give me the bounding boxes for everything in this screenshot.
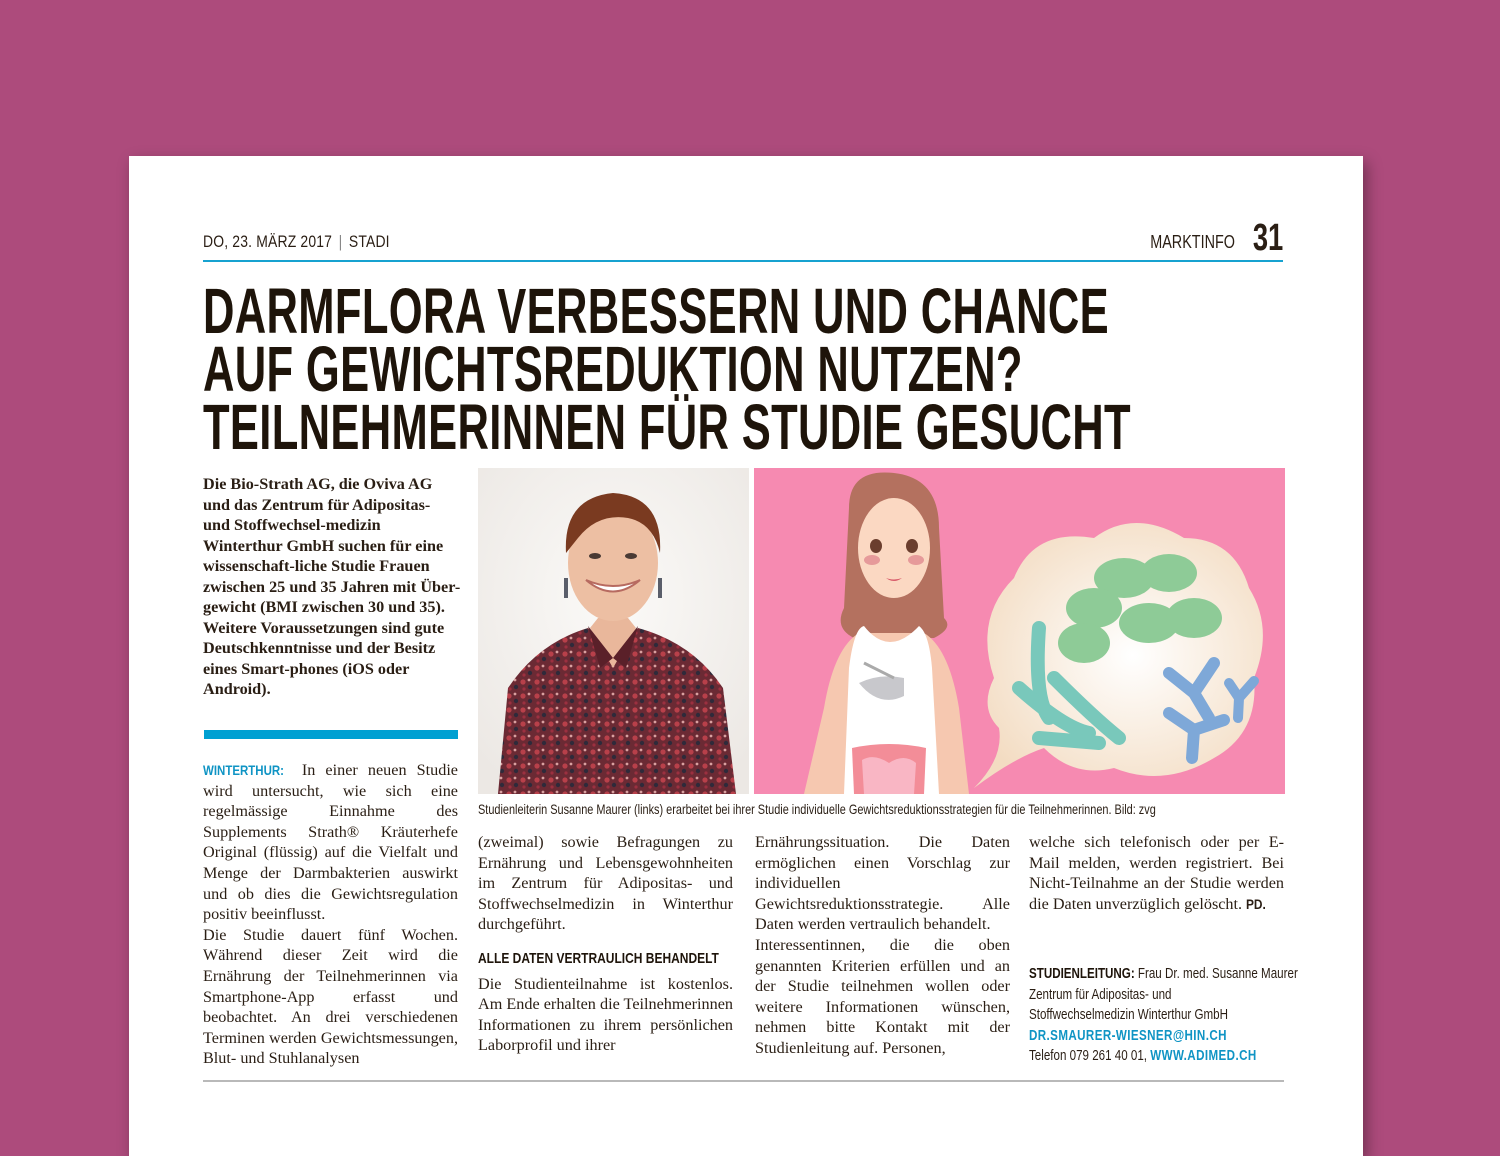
headline-line-2: AUF GEWICHTSREDUKTION NUTZEN? bbox=[203, 333, 1023, 405]
page-header bbox=[203, 218, 1283, 262]
paragraph: Die Studienteilnahme ist kostenlos. Am Ende erhalten die Teilnehmerinnen Informationen zu ihrem persönlichen Laborprofil und ihrer bbox=[478, 974, 733, 1055]
article-column-4 bbox=[1029, 832, 1284, 914]
headline-line-3: TEILNEHMERINNEN FÜR STUDIE GESUCHT bbox=[203, 391, 1131, 463]
portrait-image bbox=[478, 468, 749, 794]
contact-phone-line bbox=[1029, 1046, 1285, 1067]
contact-org-line-2: Stoffwechselmedizin Winterthur GmbH bbox=[1029, 1007, 1228, 1023]
article-column-3 bbox=[755, 832, 1010, 1059]
paragraph bbox=[1029, 832, 1284, 914]
contact-phone: Telefon 079 261 40 01, bbox=[1029, 1048, 1151, 1064]
newspaper-page bbox=[129, 156, 1363, 1156]
issue-date: DO, 23. MÄRZ 2017 bbox=[203, 232, 333, 251]
contact-line-lead bbox=[1029, 964, 1298, 985]
subheading: ALLE DATEN VERTRAULICH BEHANDELT bbox=[478, 949, 719, 967]
contact-email-link[interactable]: DR.SMAURER-WIESNER@HIN.CH bbox=[1029, 1027, 1227, 1044]
page-number: 31 bbox=[1252, 217, 1283, 259]
dateline-kicker: WINTERTHUR: bbox=[203, 762, 284, 778]
header-dateline bbox=[203, 232, 390, 252]
article-column-1 bbox=[203, 760, 458, 1069]
paragraph: Die Studie dauert fünf Wochen. Während dieser Zeit wird die Ernährung der Teilnehmerinnen via Smartphone-App erfasst und beobachtet. An drei verschiedenen Terminen werden Gewichtsmessungen, Blut- und Stuhlanalysen bbox=[203, 925, 458, 1068]
header-separator: | bbox=[338, 232, 343, 251]
headline-line-1: DARMFLORA VERBESSERN UND CHANCE bbox=[203, 275, 1109, 347]
lead-divider-bar bbox=[204, 730, 458, 739]
contact-box bbox=[1029, 964, 1298, 1067]
illustration-image bbox=[754, 468, 1285, 794]
author-signature: PD. bbox=[1246, 895, 1266, 912]
contact-website-link[interactable]: WWW.ADIMED.CH bbox=[1150, 1048, 1257, 1064]
contact-label: STUDIENLEITUNG: bbox=[1029, 966, 1135, 982]
lead-paragraph: Die Bio-Strath AG, die Oviva AG und das Zentrum für Adipositas- und Stoffwechsel-medizin Winterthur GmbH suchen für eine wissenschaft-liche Studie Frauen zwischen 25 und 35 Jahren mit Über-gewicht (BMI zwischen 30 und 35). Weitere Voraussetzungen sind gute Deutschkenntnisse und der Besitz eines Smart-phones (iOS oder Android). bbox=[203, 475, 461, 698]
paragraph: Ernährungssituation. Die Daten ermöglichen einen Vorschlag zur individuellen Gewichtsreduktionsstrategie. Alle Daten werden vertraulich behandelt. bbox=[755, 833, 1010, 934]
gut-flora-illustration bbox=[754, 468, 1285, 794]
portrait-photo bbox=[478, 468, 749, 794]
contact-name: Frau Dr. med. Susanne Maurer bbox=[1134, 966, 1298, 982]
image-caption: Studienleiterin Susanne Maurer (links) erarbeitet bei ihrer Studie individuelle Gewichtsreduktionsstrategien für die Teilnehmerinnen. Bild: zvg bbox=[478, 801, 1156, 817]
paragraph: Interessentinnen, die die oben genannten Kriterien erfüllen und an der Studie teilnehmen wollen oder weitere Informationen wünschen, nehmen bitte Kontakt mit der Studienleitung auf. Personen, bbox=[755, 935, 1010, 1057]
paragraph-text: In einer neuen Studie wird untersucht, wie sich eine regelmässige Einnahme des Supplements Strath® Kräuterhefe Original (flüssig) auf die Vielfalt und Menge der Darmbakterien auswirkt und ob dies die Gewichtsregulation positiv beeinflusst. bbox=[203, 761, 458, 924]
paragraph: (zweimal) sowie Befragungen zu Ernährung und Lebensgewohnheiten im Zentrum für Adipositas- und Stoffwechselmedizin in Winterthur durchgeführt. bbox=[478, 833, 733, 934]
paragraph bbox=[203, 760, 458, 925]
publication-name: STADI bbox=[348, 232, 390, 251]
footer-divider bbox=[203, 1080, 1284, 1082]
contact-org-line-1: Zentrum für Adipositas- und bbox=[1029, 986, 1172, 1003]
article-column-2 bbox=[478, 832, 733, 1056]
paragraph-text: welche sich telefonisch oder per E-Mail melden, werden registriert. Bei Nicht-Teilnahme an der Studie werden die Daten unverzüglich gelöscht. bbox=[1029, 833, 1284, 913]
headline bbox=[203, 275, 1131, 463]
header-section bbox=[1129, 218, 1283, 258]
section-name: MARKTINFO bbox=[1149, 232, 1235, 252]
